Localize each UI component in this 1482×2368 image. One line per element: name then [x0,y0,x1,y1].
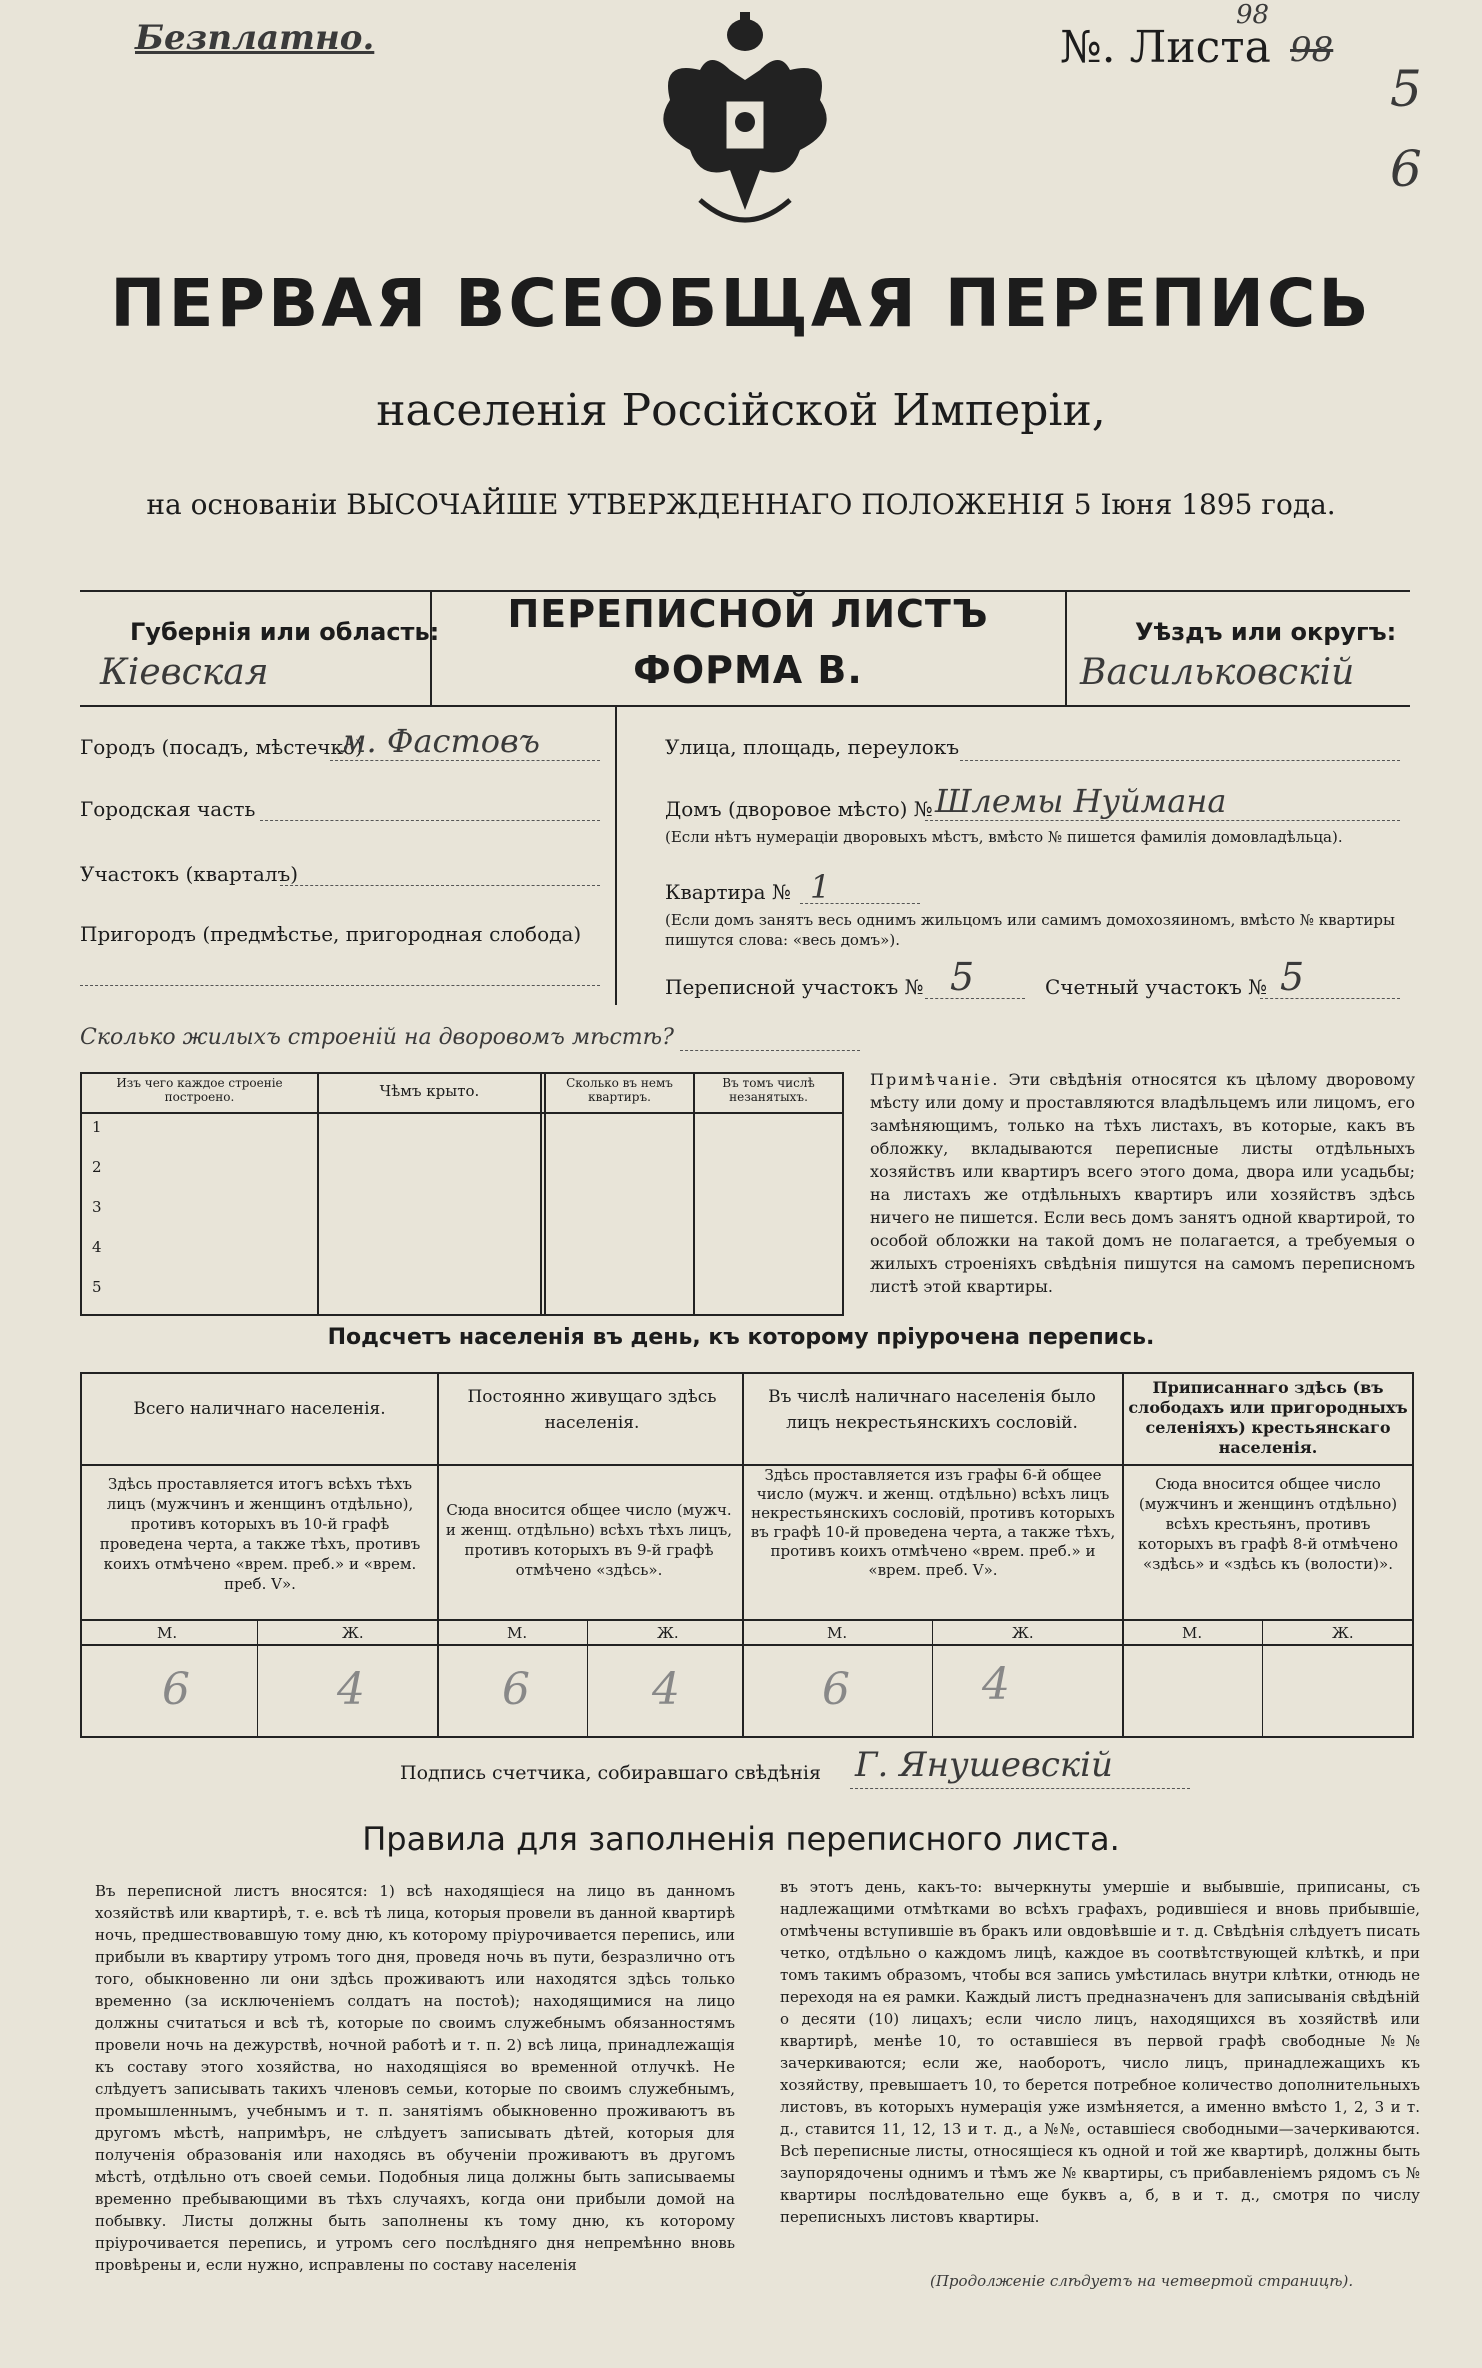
count-col-2-m-value[interactable]: 6 [502,1664,530,1715]
margin-number-6: 6 [1390,140,1422,198]
count-col-3-desc: Здѣсь проставляется изъ графы 6-й общее число (мужч. и женщ. отдѣльно) всѣхъ лицъ некрестьянскихъ сословій, противъ которыхъ въ графѣ 10-й проведена черта, а также тѣхъ, противъ коихъ отмѣчено «врем. преб.» и «врем. преб. V». [750,1466,1116,1579]
count-plot-label: Счетный участокъ № [1045,975,1268,999]
count-plot-value[interactable]: 5 [1280,955,1305,999]
form-subtitle: ФОРМА В. [633,648,863,692]
census-plot-value[interactable]: 5 [950,955,975,999]
count-col-3-f: Ж. [1012,1624,1034,1642]
street-label: Улица, площадь, переулокъ [665,735,960,759]
sheet-number-label: №. Листа [1060,22,1271,73]
rules-right-column: въ этотъ день, какъ-то: вычеркнуты умершіе и выбывшіе, приписаны, съ надлежащими отмѣтками во всѣхъ графахъ, родившіеся и вновь прибывшіе, отмѣчены вступившіе въ бракъ или овдовѣвшіе и т. д. Свѣдѣнія слѣдуетъ писать четко, отдѣльно о каждомъ лицѣ, каждое въ соотвѣтствующей клѣткѣ, и при томъ такимъ образомъ, чтобы вся запись умѣстилась внутри клѣтки, отнюдь не переходя на ея рамки. Каждый листъ предназначенъ для записыванія свѣдѣній о десяти (10) лицахъ; если число лицъ, находящихся въ хозяйствѣ или квартирѣ, менѣе 10, то оставшіеся въ первой графѣ свободные №№ зачеркиваются; если же, наоборотъ, число лицъ, принадлежащихъ къ хозяйству, превышаетъ 10, то берется потребное количество дополнительныхъ листовъ, въ которыхъ нумерація уже измѣняется, а именно вмѣсто 1, 2, 3 и т. д., ставится 11, 12, 13 и т. д., а №№, оставшіеся свободными—зачеркиваются. Всѣ переписные листы, относящіеся къ одной и той же квартирѣ, должны быть заупорядочены однимъ и тѣмъ же № квартиры, съ прибавленіемъ рядомъ съ № квартиры послѣдовательно еще буквъ а, б, в и т. д., смотря по числу переписныхъ листовъ квартиры. [780,1878,1420,2226]
census-plot-label: Переписной участокъ № [665,975,924,999]
count-col-2-f: Ж. [657,1624,679,1642]
buildings-row-4: 4 [92,1238,102,1256]
town-label: Городъ (посадъ, мѣстечко) [80,735,363,759]
count-col-1-f-value[interactable]: 4 [337,1664,365,1715]
count-col-1-m: М. [157,1624,178,1642]
count-col-4-m: М. [1182,1624,1203,1642]
house-label: Домъ (дворовое мѣсто) № [665,797,933,821]
city-part-label: Городская часть [80,797,256,821]
count-col-1-head: Всего наличнаго населенія. [133,1399,386,1419]
buildings-header-material: Изъ чего каждое строеніе построено. [116,1076,283,1104]
apartment-value[interactable]: 1 [810,868,831,906]
buildings-header-apartments: Сколько въ немъ квартиръ. [566,1076,673,1104]
count-col-4-head: Приписаннаго здѣсь (въ слободахъ или пригородныхъ селеніяхъ) крестьянскаго населенія. [1128,1378,1408,1457]
count-col-1-m-value[interactable]: 6 [162,1664,190,1715]
apartment-note: (Если домъ занятъ весь однимъ жильцомъ или самимъ домохозяиномъ, вмѣсто № квартиры пишутся слова: «весь домъ»). [665,911,1395,949]
count-title: Подсчетъ населенія въ день, къ которому пріурочена перепись. [327,1325,1155,1350]
count-col-2-desc: Сюда вносится общее число (мужч. и женщ. отдѣльно) всѣхъ тѣхъ лицъ, противъ которыхъ въ 9-й графѣ отмѣчено «здѣсь». [445,1501,733,1579]
district-value[interactable]: Васильковскій [1080,652,1355,693]
count-table [80,1372,1414,1738]
apartment-label: Квартира № [665,880,791,904]
count-col-4-f: Ж. [1332,1624,1354,1642]
sheet-number-alt: 98 [1236,0,1270,30]
count-col-3-m: М. [827,1624,848,1642]
count-col-3-head: Въ числѣ наличнаго населенія было лицъ некрестьянскихъ сословій. [768,1387,1096,1433]
imperial-eagle-emblem [640,10,850,240]
margin-number-5: 5 [1390,60,1422,118]
province-label: Губернія или область: [130,618,440,646]
buildings-header-roof: Чѣмъ крыто. [379,1082,480,1100]
rules-left-column: Въ переписной листъ вносятся: 1) всѣ находящіеся на лицо въ данномъ хозяйствѣ или квартирѣ, т. е. всѣ тѣ лица, которыя провели въ данной квартирѣ ночь, предшествовавшую тому дню, къ которому пріурочивается перепись, или прибыли въ квартиру утромъ того дня, проведя ночь въ пути, безразлично отъ того, обыкновенно ли они здѣсь проживаютъ или находятся здѣсь только временно (за исключеніемъ солдатъ на постоѣ); находящимися на лицо должны считаться и всѣ тѣ, которые по своимъ служебнымъ обязанностямъ провели ночь на дежурствѣ, ночной работѣ и т. п. 2) всѣ лица, принадлежащія къ составу этого хозяйства, но находящіяся во временной отлучкѣ. Не слѣдуетъ записывать такихъ членовъ семьи, которые по своимъ служебнымъ, промышленнымъ, учебнымъ и т. п. занятіямъ обыкновенно проживаютъ въ другомъ мѣстѣ, напримѣръ, не слѣдуетъ записывать дѣтей, которыя для полученія образованія или находясь въ обученіи проживаютъ въ другомъ мѣстѣ, отдѣльно отъ своей семьи. Подобныя лица должны быть записываемы временно пребывающими въ тѣхъ случаяхъ, когда они прибыли домой на побывку. Листы должны быть заполнены къ тому дню, къ которому пріурочивается перепись, и утромъ сего послѣдняго дня непремѣнно вновь провѣрены и, если нужно, исправлены по составу населенія [95,1882,735,2274]
sheet-number-value: 98 [1290,30,1334,70]
signature-value[interactable]: Г. Янушевскій [855,1745,1113,1785]
note-lead: Примѣчаніе. [870,1070,1000,1089]
count-col-3-m-value[interactable]: 6 [822,1664,850,1715]
rules-title: Правила для заполненія переписного листа. [362,1820,1120,1858]
district-label: Уѣздъ или округъ: [1135,618,1397,646]
note-text: Эти свѣдѣнія относятся къ цѣлому дворовому мѣсту или дому и проставляются владѣльцемъ или лицомъ, его замѣняющимъ, только на тѣхъ листахъ, въ которые, какъ въ обложку, вкладываются переписные листы отдѣльныхъ хозяйствъ или квартиръ всего этого дома, двора или усадьбы; на листахъ же отдѣльныхъ квартиръ или хозяйствъ здѣсь ничего не пишется. Если весь домъ занятъ одной квартирой, то особой обложки на такой домъ не полагается, а требуемыя о жилыхъ строеніяхъ свѣдѣнія пишутся на самомъ переписномъ листѣ этой квартиры. [870,1070,1415,1296]
precinct-label: Участокъ (кварталъ) [80,862,298,886]
rules-continued: (Продолженіе слѣдуетъ на четвертой страницѣ). [930,2272,1354,2290]
form-title: ПЕРЕПИСНОЙ ЛИСТЪ [507,592,989,636]
buildings-note [870,1068,1415,1298]
buildings-question: Сколько жилыхъ строеній на дворовомъ мѣстѣ? [80,1025,674,1050]
buildings-row-1: 1 [92,1118,102,1136]
suburb-label: Пригородъ (предмѣстье, пригородная слобода) [80,922,582,946]
page-basis: на основаніи ВЫСОЧАЙШЕ УТВЕРЖДЕННАГО ПОЛОЖЕНІЯ 5 Іюня 1895 года. [146,488,1336,521]
count-col-2-head: Постоянно живущаго здѣсь населенія. [467,1387,717,1433]
buildings-header-vacant: Въ томъ числѣ незанятыхъ. [722,1076,815,1104]
page-subtitle: населенія Россійской Имперіи, [376,385,1106,436]
town-value[interactable]: м. Фастовъ [340,722,540,760]
buildings-row-2: 2 [92,1158,102,1176]
count-col-1-desc: Здѣсь проставляется итогъ всѣхъ тѣхъ лицъ (мужчинъ и женщинъ отдѣльно), противъ которыхъ въ 10-й графѣ проведена черта, а также тѣхъ, противъ коихъ отмѣчено «врем. преб.» и «врем. преб. V». [99,1475,421,1593]
count-col-3-f-value[interactable]: 4 [982,1659,1010,1710]
buildings-table [80,1072,844,1316]
house-note: (Если нѣтъ нумераціи дворовыхъ мѣстъ, вмѣсто № пишется фамилія домовладѣльца). [665,828,1343,846]
signature-label: Подпись счетчика, собиравшаго свѣдѣнія [400,1762,821,1784]
buildings-row-3: 3 [92,1198,102,1216]
count-col-1-f: Ж. [342,1624,364,1642]
count-col-4-desc: Сюда вносится общее число (мужчинъ и женщинъ отдѣльно) всѣхъ крестьянъ, противъ которыхъ въ графѣ 8-й отмѣчено «здѣсь» и «здѣсь къ (волости)». [1137,1475,1398,1573]
count-col-2-f-value[interactable]: 4 [652,1664,680,1715]
house-value[interactable]: Шлемы Нуймана [935,782,1227,820]
count-col-2-m: М. [507,1624,528,1642]
province-value[interactable]: Кіевская [100,652,269,693]
buildings-row-5: 5 [92,1278,102,1296]
free-label: Безплатно. [135,18,375,58]
page-title: ПЕРВАЯ ВСЕОБЩАЯ ПЕРЕПИСЬ [110,265,1372,342]
